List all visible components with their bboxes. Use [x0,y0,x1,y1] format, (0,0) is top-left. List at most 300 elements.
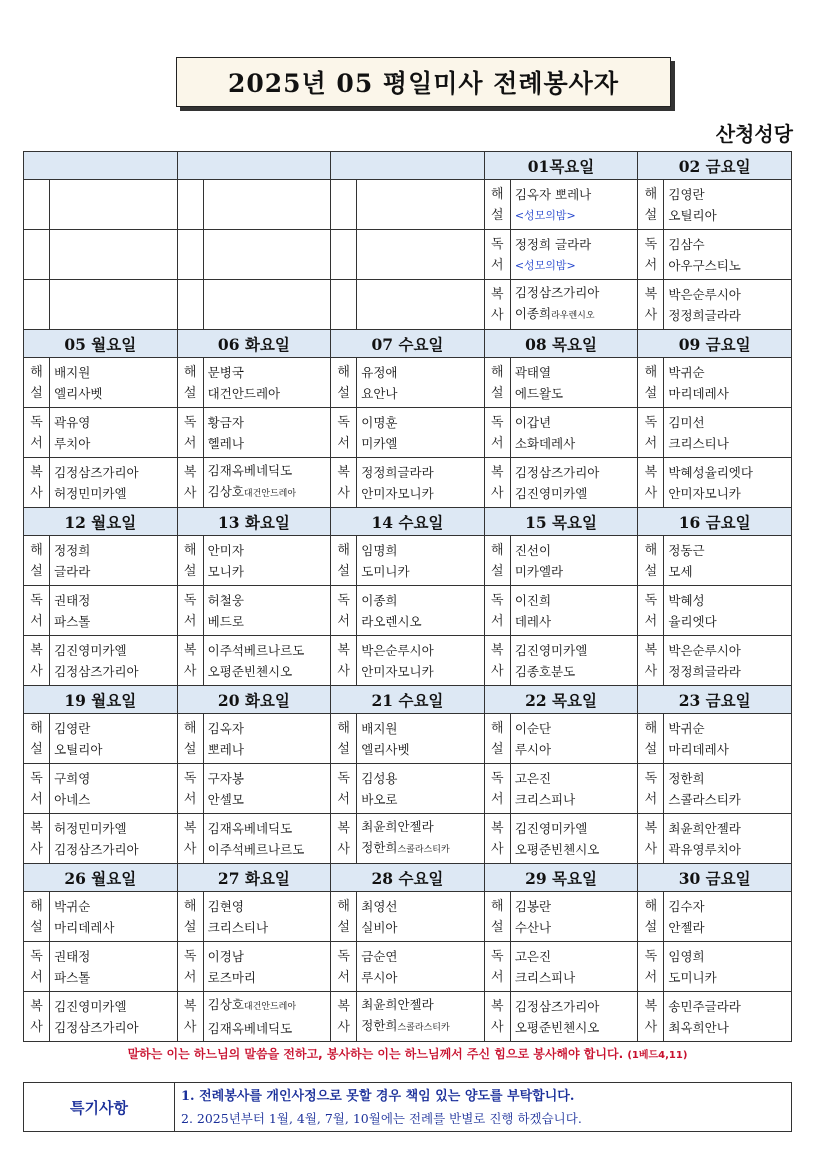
assignee-name: 이경남 [207,948,244,964]
week-header-row [24,330,792,358]
assignee-name: <성모의밤> [514,258,576,272]
assignee-cell [510,180,637,230]
assignee-cell [357,230,484,280]
role-label [177,280,203,330]
role-row-lector [24,764,792,814]
assignee-name: 김정삼즈가리아 [54,464,139,480]
role-char: 서 [30,613,43,629]
role-char: 서 [183,969,197,985]
assignee-name: 박귀순 [54,898,91,914]
role-char: 사 [644,1019,658,1035]
day-header: 19 월요일 [24,686,178,714]
role-row-lector [24,586,792,636]
assignee-name: 크리스티나 [668,435,729,451]
assignee-cell [357,408,484,458]
role-char: 복 [337,820,350,836]
assignee-name: 정동근 [668,542,705,558]
role-label [331,586,357,636]
role-char: 복 [644,286,658,302]
assignee-name: 대건안드레아 [207,385,281,401]
day-header: 14 수요일 [331,508,485,536]
role-label [638,280,664,330]
assignee-name: 모니카 [207,563,244,579]
assignee-name: 크리스티나 [207,919,269,935]
assignee-name: 김옥자 [207,720,244,736]
assignee-name: 라오렌시오 [361,613,422,629]
assignee-name: 아우구스티노 [668,257,741,273]
role-label [484,408,510,458]
role-label [331,942,357,992]
role-char: 해 [644,720,658,736]
day-header: 27 화요일 [177,864,331,892]
schedule-table [23,151,792,1042]
day-header: 26 월요일 [24,864,178,892]
role-char: 설 [491,919,504,935]
assignee-name: 안미자모니카 [361,485,434,501]
role-char: 사 [644,485,658,501]
assignee-name: 글라라 [54,563,91,579]
assignee-name: 구자봉 [207,770,244,786]
assignee-name: <성모의밤> [514,208,576,222]
day-header: 16 금요일 [638,508,792,536]
role-label [24,892,50,942]
role-char: 사 [337,485,350,501]
assignee-name: 파스톨 [54,613,91,629]
assignee-cell [664,458,792,508]
role-char: 복 [644,464,658,480]
assignee-name: 문병국 [207,364,244,380]
role-char: 복 [337,998,350,1014]
role-char: 해 [644,364,658,380]
assignee-name: 이종희 [361,592,398,608]
assignee-name: 수산나 [514,919,552,935]
day-header [24,152,178,180]
role-char: 해 [30,542,43,558]
role-char: 독 [644,236,658,252]
assignee-name: 권태정 [54,592,91,608]
assignee-name: 김재옥베네딕도 [207,1021,293,1036]
role-char: 복 [30,464,43,480]
assignee-name: 이진희 [514,592,552,608]
role-char: 독 [644,592,658,608]
role-char: 독 [491,236,504,252]
day-header: 08 목요일 [484,330,638,358]
assignee-name: 김봉란 [514,898,552,914]
assignee-name: 루치아 [54,435,91,451]
assignee-name: 김종호분도 [514,663,576,679]
role-char: 사 [491,663,504,679]
assignee-cell [357,586,484,636]
role-label [177,586,203,636]
assignee-name: 황금자 [207,414,244,430]
assignee-cell [510,586,637,636]
role-label [177,358,203,408]
assignee-cell [510,764,637,814]
role-char: 해 [337,542,350,558]
assignee-name: 고은진 [514,948,552,964]
role-char: 서 [491,791,504,807]
role-label [177,814,203,864]
role-char: 서 [644,435,658,451]
role-char: 독 [30,948,43,964]
role-label [331,408,357,458]
assignee-cell [664,230,792,280]
role-label [638,814,664,864]
assignee-name: 박귀순 [668,720,705,736]
assignee-name: 박은순루시아 [668,642,741,658]
role-char: 사 [491,307,504,323]
day-header: 22 목요일 [484,686,638,714]
role-char: 서 [491,969,504,985]
assignee-cell [357,814,484,864]
role-row-server [24,992,792,1042]
role-label [484,458,510,508]
role-char: 설 [183,741,197,757]
assignee-name: 이갑년 [514,414,552,430]
role-char: 독 [644,770,658,786]
assignee-name: 김정삼즈가리아 [54,1019,139,1035]
role-label [331,714,357,764]
role-char: 설 [30,741,43,757]
assignee-name: 김진영미카엘 [514,642,588,658]
assignee-name: 박은순루시아 [361,642,434,658]
role-label [638,992,664,1042]
assignee-cell [203,892,330,942]
role-char: 서 [491,435,504,451]
role-label [24,180,50,230]
role-label [331,814,357,864]
assignee-name: 김진영미카엘 [514,485,588,501]
assignee-cell [357,636,484,686]
week-header-row [24,686,792,714]
assignee-cell [203,942,330,992]
assignee-name: 진선이 [514,542,552,558]
role-label [24,408,50,458]
role-label [638,586,664,636]
assignee-cell [664,358,792,408]
role-label [331,764,357,814]
assignee-name: 크리스피나 [514,969,576,985]
assignee-name: 엘리사벳 [361,741,410,757]
role-label [24,814,50,864]
role-char: 사 [183,841,197,857]
assignee-name: 요안나 [361,385,398,401]
assignee-name: 김미선 [668,414,705,430]
assignee-name: 정정희글라라 [361,464,434,480]
assignee-name: 파스톨 [54,969,91,985]
day-header: 07 수요일 [331,330,485,358]
role-row-reading [24,892,792,942]
day-header: 28 수요일 [331,864,485,892]
assignee-cell [510,280,637,330]
role-char: 사 [183,485,197,501]
role-char: 설 [491,385,504,401]
assignee-cell [50,636,177,686]
quote-reference: (1베드4,11) [627,1050,688,1061]
role-char: 해 [183,364,197,380]
role-label [484,764,510,814]
assignee-name: 김진영미카엘 [514,820,588,836]
assignee-name: 금순연 [361,948,398,964]
day-header: 06 화요일 [177,330,331,358]
role-char: 독 [183,948,197,964]
assignee-name: 도미니카 [668,969,717,985]
assignee-name: 루시아 [361,969,398,985]
assignee-cell [50,714,177,764]
role-label [638,536,664,586]
role-char: 사 [491,841,504,857]
role-char: 해 [491,542,504,558]
assignee-name: 김정삼즈가리아 [514,464,600,480]
role-char: 해 [183,542,197,558]
role-char: 복 [491,286,504,302]
assignee-cell [203,358,330,408]
role-label [484,992,510,1042]
role-label [177,536,203,586]
assignee-name: 최윤희안젤라 [361,997,434,1012]
role-char: 독 [183,414,197,430]
assignee-name: 송민주글라라 [668,998,741,1014]
role-char: 사 [183,1019,197,1035]
assignee-name: 정정희글라라 [668,307,741,323]
role-label [638,408,664,458]
week-header-row [24,864,792,892]
assignee-cell [357,358,484,408]
assignee-cell [664,942,792,992]
role-label [484,536,510,586]
assignee-name: 김정삼즈가리아 [514,285,600,300]
role-char: 설 [644,207,658,223]
assignee-cell [664,714,792,764]
role-char: 독 [30,414,43,430]
role-label [484,586,510,636]
role-char: 설 [337,563,350,579]
role-char: 사 [491,1019,504,1035]
assignee-cell [357,536,484,586]
assignee-cell [203,714,330,764]
assignee-name: 임영희 [668,948,705,964]
role-label [24,358,50,408]
page-title: 2025년 05 평일미사 전례봉사자 [176,57,671,107]
role-char: 독 [337,770,350,786]
role-char: 복 [30,820,43,836]
assignee-cell [664,536,792,586]
role-char: 설 [30,563,43,579]
assignee-name: 허철웅 [207,592,244,608]
role-label [331,230,357,280]
assignee-cell [510,358,637,408]
assignee-name: 김옥자 뽀레나 [514,186,592,202]
role-char: 독 [644,414,658,430]
assignee-name: 김재옥베네딕도 [207,820,293,836]
day-header: 01목요일 [484,152,638,180]
role-char: 사 [491,485,504,501]
assignee-cell [664,992,792,1042]
role-char: 설 [644,919,658,935]
role-label [24,714,50,764]
assignee-name: 최옥희안나 [668,1019,729,1035]
assignee-name: 실비아 [361,919,398,935]
assignee-name: 김정삼즈가리아 [54,663,139,679]
role-char: 설 [491,741,504,757]
role-char: 복 [644,642,658,658]
assignee-name: 곽유영루치아 [668,841,741,857]
assignee-cell [664,586,792,636]
assignee-cell [50,892,177,942]
role-char: 복 [183,820,197,836]
role-char: 복 [183,464,197,480]
assignee-cell [203,814,330,864]
role-char: 해 [337,364,350,380]
role-label [24,536,50,586]
role-char: 서 [644,257,658,273]
assignee-cell [510,408,637,458]
role-char: 복 [644,820,658,836]
day-header [177,152,331,180]
assignee-name: 김수자 [668,898,705,914]
role-char: 설 [491,207,504,223]
role-label [638,764,664,814]
assignee-name: 허정민미카엘 [54,485,127,501]
assignee-name: 김상호대건안드레아 [207,484,297,499]
week-header-row [24,152,792,180]
day-header: 30 금요일 [638,864,792,892]
role-char: 복 [491,464,504,480]
assignee-cell [510,636,637,686]
role-label [177,892,203,942]
assignee-cell [664,180,792,230]
assignee-cell [203,536,330,586]
role-label [484,942,510,992]
role-label [638,230,664,280]
assignee-name: 유정애 [361,364,398,380]
role-label [638,892,664,942]
role-char: 해 [337,720,350,736]
assignee-name: 김현영 [207,898,244,914]
assignee-name: 박은순루시아 [668,286,741,302]
role-char: 설 [30,919,43,935]
role-label [177,636,203,686]
assignee-cell [357,764,484,814]
assignee-name: 정정희글라라 [668,663,741,679]
assignee-name: 오틸리아 [54,741,103,757]
role-row-lector [24,230,792,280]
assignee-cell [203,180,330,230]
assignee-name: 최윤희안젤라 [668,820,741,836]
role-label [24,458,50,508]
assignee-name: 구희영 [54,770,91,786]
notes-box [23,1082,792,1132]
role-char: 해 [644,542,658,558]
role-label [331,892,357,942]
role-row-lector [24,942,792,992]
role-char: 독 [30,592,43,608]
role-char: 해 [491,720,504,736]
role-char: 복 [30,998,43,1014]
role-label [638,458,664,508]
assignee-name: 김정삼즈가리아 [54,841,139,857]
assignee-cell [50,358,177,408]
assignee-name: 미카엘 [361,435,398,451]
assignee-name: 정한희스콜라스티카 [361,1018,450,1033]
role-char: 복 [183,642,197,658]
role-label [484,636,510,686]
role-char: 독 [337,592,350,608]
assignee-name: 김정삼즈가리아 [514,998,600,1014]
assignee-name: 바오로 [361,791,398,807]
day-header: 15 목요일 [484,508,638,536]
role-char: 서 [491,257,504,273]
assignee-name: 오틸리아 [668,207,717,223]
assignee-name: 모세 [668,563,693,579]
role-char: 서 [337,435,350,451]
role-char: 독 [337,414,350,430]
role-char: 사 [644,841,658,857]
assignee-name: 뽀레나 [207,741,244,757]
role-label [24,636,50,686]
role-label [24,230,50,280]
role-char: 해 [644,898,658,914]
assignee-name: 곽태열 [514,364,552,380]
assignee-cell [510,714,637,764]
role-char: 설 [183,385,197,401]
role-char: 설 [30,385,43,401]
assignee-name: 오평준빈첸시오 [514,1019,600,1035]
assignee-cell [203,992,330,1042]
assignee-name: 김재옥베네딕도 [207,463,293,478]
assignee-cell [510,992,637,1042]
assignee-name: 오평준빈첸시오 [207,663,293,679]
role-char: 복 [183,998,197,1014]
assignee-cell [664,280,792,330]
quote-text: 말하는 이는 하느님의 말씀을 전하고, 봉사하는 이는 하느님께서 주신 힘으로 봉사해야 합니다. [127,1047,624,1061]
assignee-name: 이주석베르나르도 [207,642,305,658]
role-char: 설 [337,741,350,757]
role-char: 서 [30,435,43,451]
role-char: 독 [644,948,658,964]
role-char: 설 [337,385,350,401]
assignee-name: 박혜성 [668,592,705,608]
day-header: 21 수요일 [331,686,485,714]
assignee-cell [664,636,792,686]
role-char: 해 [30,720,43,736]
role-label [484,892,510,942]
day-header: 02 금요일 [638,152,792,180]
role-label [331,358,357,408]
role-char: 독 [183,770,197,786]
assignee-cell [203,280,330,330]
role-char: 서 [337,969,350,985]
role-label [331,536,357,586]
assignee-name: 곽유영 [54,414,91,430]
assignee-name: 정한희스콜라스티카 [361,840,450,855]
church-name: 산청성당 [715,122,793,146]
role-label [331,636,357,686]
assignee-cell [203,764,330,814]
assignee-cell [664,408,792,458]
role-label [24,942,50,992]
role-char: 서 [337,613,350,629]
assignee-cell [357,942,484,992]
week-header-row [24,508,792,536]
assignee-name: 안셀모 [207,791,244,807]
day-header: 12 월요일 [24,508,178,536]
role-char: 해 [491,364,504,380]
role-char: 사 [30,841,43,857]
day-header: 09 금요일 [638,330,792,358]
day-header: 23 금요일 [638,686,792,714]
day-header [331,152,485,180]
